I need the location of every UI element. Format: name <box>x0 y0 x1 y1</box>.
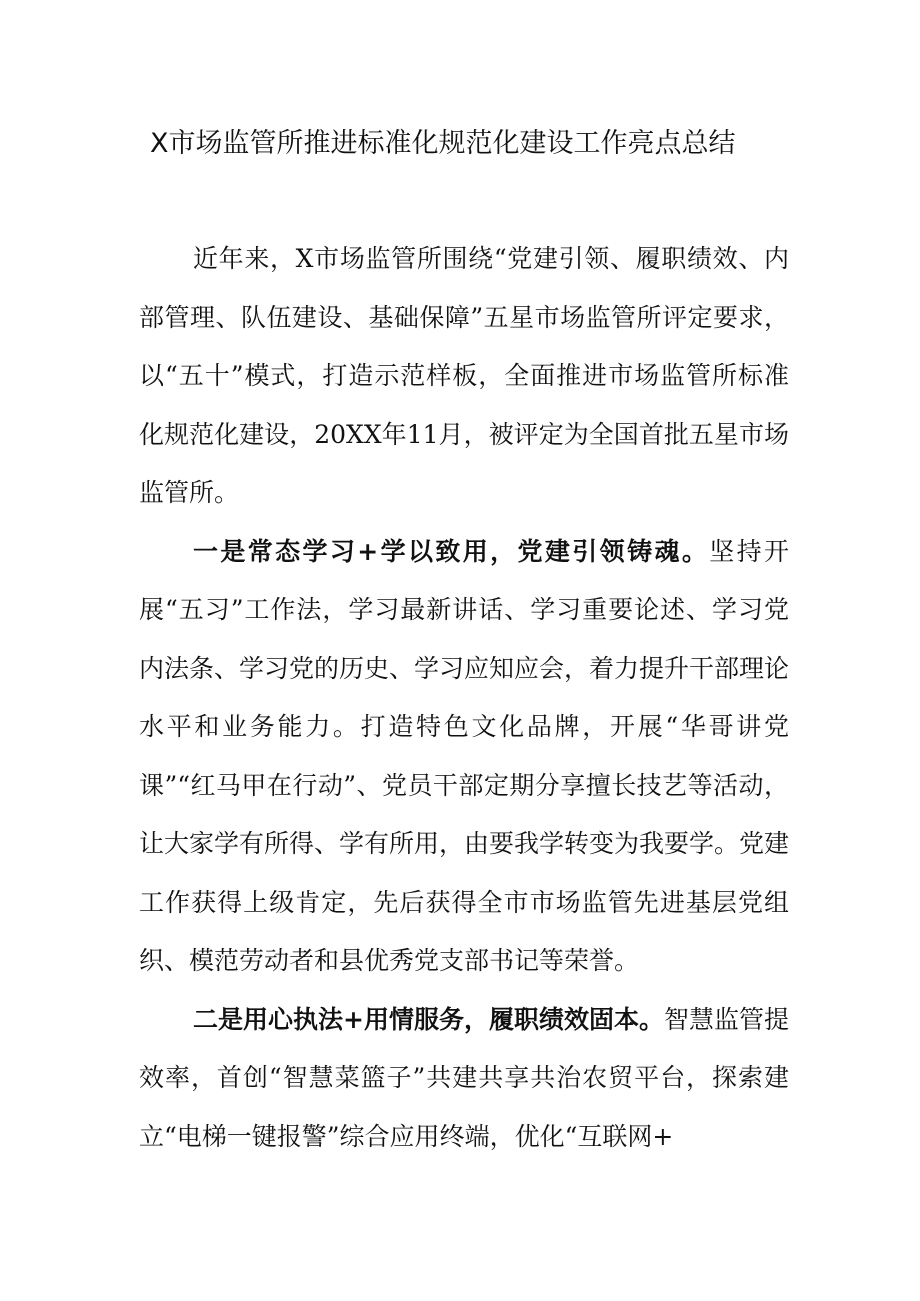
paragraph-intro <box>139 230 789 523</box>
paragraph-party-building-heading: 一是常态学习+学以致用，党建引领铸魂。 <box>193 536 710 566</box>
paragraph-enforcement-service-text: 智慧监管提效率，首创“智慧菜篮子”共建共享共治农贸平台，探索建立“电梯一键报警”综合应用终端，优化“互联网+ <box>139 1004 789 1151</box>
document-title: X市场监管所推进标准化规范化建设工作亮点总结 <box>150 128 736 159</box>
paragraph-party-building <box>139 523 789 991</box>
paragraph-party-building-text: 坚持开展“五习”工作法，学习最新讲话、学习重要论述、学习党内法条、学习党的历史、学习应知应会，着力提升干部理论水平和业务能力。打造特色文化品牌，开展“华哥讲党课”“红马甲在行动”、党员干部定期分享擅长技艺等活动，让大家学有所得、学有所用，由要我学转变为我要学。党建工作获得上级肯定，先后获得全市市场监管先进基层党组织、模范劳动者和县优秀党支部书记等荣誉。 <box>139 536 790 975</box>
document-body <box>139 230 789 1166</box>
paragraph-intro-text: 近年来，X市场监管所围绕“党建引领、履职绩效、内部管理、队伍建设、基础保障”五星市场监管所评定要求，以“五十”模式，打造示范样板，全面推进市场监管所标准化规范化建设，20XX年11月，被评定为全国首批五星市场监管所。 <box>139 244 789 507</box>
paragraph-enforcement-service-heading: 二是用心执法+用情服务，履职绩效固本。 <box>193 1004 664 1034</box>
paragraph-enforcement-service <box>139 991 789 1167</box>
